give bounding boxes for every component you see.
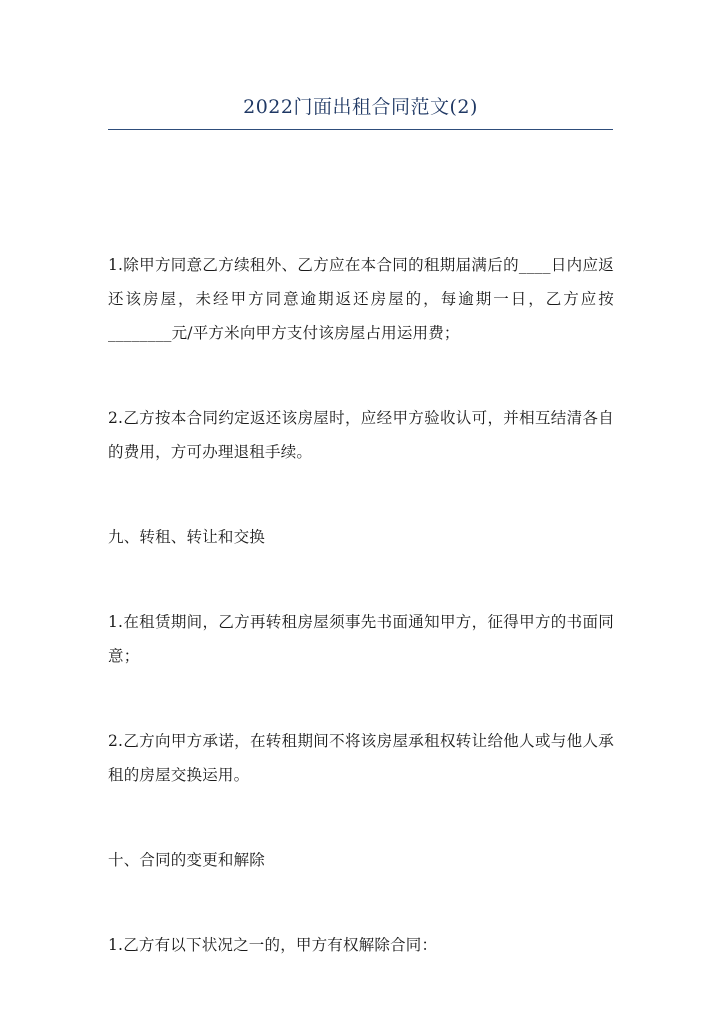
paragraph-no-transfer: 2.乙方向甲方承诺，在转租期间不将该房屋承租权转让给他人或与他人承租的房屋交换运用。 bbox=[108, 732, 614, 784]
paragraph-termination-conditions: 1.乙方有以下状况之一的，甲方有权解除合同： bbox=[108, 936, 438, 954]
document-body bbox=[108, 248, 614, 962]
paragraph-sublease-notice: 1.在租赁期间，乙方再转租房屋须事先书面通知甲方，征得甲方的书面同意； bbox=[108, 613, 614, 665]
paragraph-return-premises: 1.除甲方同意乙方续租外、乙方应在本合同的租期届满后的____日内应返还该房屋，未经甲方同意逾期返还房屋的，每逾期一日，乙方应按________元/平方米向甲方支付该房屋占用运用费； bbox=[108, 256, 614, 342]
title-underline bbox=[108, 129, 613, 130]
section-heading-sublease: 九、转租、转让和交换 bbox=[108, 528, 266, 546]
section-heading-change-termination: 十、合同的变更和解除 bbox=[108, 851, 266, 869]
paragraph-inspection-settlement: 2.乙方按本合同约定返还该房屋时，应经甲方验收认可，并相互结清各自的费用，方可办理退租手续。 bbox=[108, 409, 614, 461]
document-title: 2022门面出租合同范文(2) bbox=[243, 96, 478, 118]
